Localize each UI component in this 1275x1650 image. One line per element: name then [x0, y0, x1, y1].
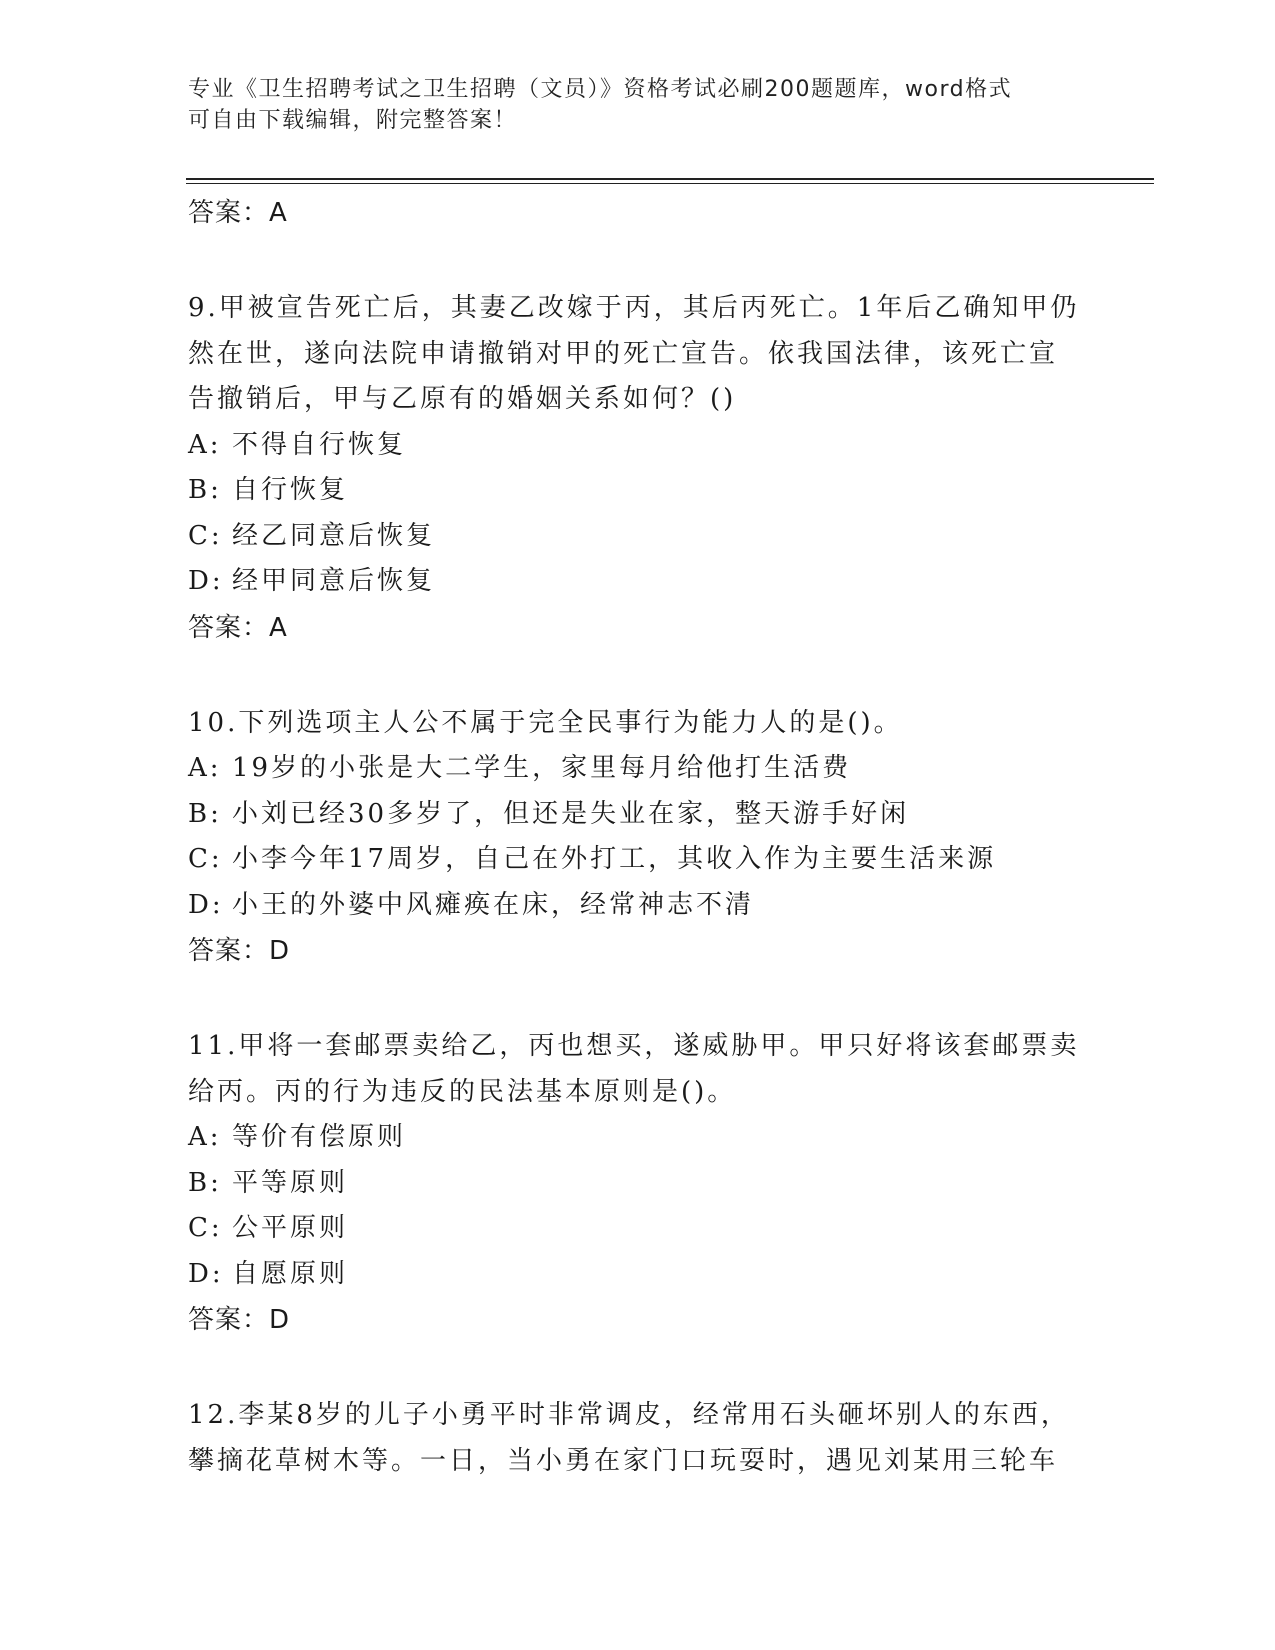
question-12	[188, 1393, 1088, 1484]
option-key: A:	[188, 753, 222, 783]
option-key: A:	[188, 429, 222, 460]
option-a	[188, 746, 1088, 792]
answer-line: 答案：D	[188, 1305, 291, 1335]
header-divider	[186, 178, 1154, 180]
option-key: D:	[188, 889, 224, 920]
header-line-2: 可自由下载编辑，附完整答案！	[188, 108, 518, 133]
answer-line: 答案：A	[188, 198, 288, 228]
option-key: C:	[188, 520, 223, 551]
document-header	[188, 74, 1088, 136]
option-key: C:	[188, 1213, 223, 1243]
header-divider-thin	[186, 183, 1154, 184]
stem-line: 9.甲被宣告死亡后，其妻乙改嫁于丙，其后丙死亡。1年后乙确知甲仍	[188, 293, 1080, 323]
option-key: B:	[188, 798, 222, 829]
option-text: 19岁的小张是大二学生，家里每月给他打生活费	[232, 753, 852, 783]
question-stem	[188, 701, 1088, 747]
option-text: 小刘已经30多岁了，但还是失业在家，整天游手好闲	[232, 798, 910, 829]
stem-line: 12.李某8岁的儿子小勇平时非常调皮，经常用石头砸坏别人的东西，	[188, 1400, 1070, 1430]
stem-line: 然在世，遂向法院申请撤销对甲的死亡宣告。依我国法律，该死亡宣	[188, 338, 1059, 369]
option-key: D:	[188, 1258, 224, 1289]
option-c	[188, 837, 1088, 883]
question-9	[188, 286, 1088, 651]
stem-line: 告撤销后，甲与乙原有的婚姻关系如何？()	[188, 384, 737, 414]
option-text: 平等原则	[232, 1167, 349, 1198]
option-text: 自愿原则	[232, 1258, 349, 1289]
option-a	[188, 423, 1088, 469]
option-key: B:	[188, 475, 222, 505]
answer-line: 答案：D	[188, 936, 291, 966]
question-list	[188, 190, 1088, 1484]
question-stem	[188, 1393, 1088, 1484]
option-text: 等价有偿原则	[232, 1122, 407, 1152]
stem-line: 攀摘花草树木等。一日，当小勇在家门口玩耍时，遇见刘某用三轮车	[188, 1445, 1059, 1476]
stem-line: 11.甲将一套邮票卖给乙，丙也想买，遂威胁甲。甲只好将该套邮票卖	[188, 1031, 1080, 1061]
option-d	[188, 559, 1088, 605]
option-text: 不得自行恢复	[232, 429, 407, 460]
option-c	[188, 1206, 1088, 1252]
question-10	[188, 701, 1088, 975]
option-text: 自行恢复	[232, 475, 349, 505]
option-c	[188, 514, 1088, 560]
option-b	[188, 468, 1088, 514]
stem-line: 给丙。丙的行为违反的民法基本原则是()。	[188, 1076, 737, 1107]
option-d	[188, 883, 1088, 929]
option-a	[188, 1115, 1088, 1161]
stem-line: 10.下列选项主人公不属于完全民事行为能力人的是()。	[188, 707, 903, 738]
option-b	[188, 1161, 1088, 1207]
option-text: 小李今年17周岁，自己在外打工，其收入作为主要生活来源	[232, 844, 997, 874]
answer-line: 答案：A	[188, 612, 288, 643]
option-text: 经乙同意后恢复	[232, 520, 436, 551]
option-b	[188, 792, 1088, 838]
option-key: A:	[188, 1122, 222, 1152]
option-text: 经甲同意后恢复	[232, 566, 436, 596]
option-d	[188, 1252, 1088, 1298]
header-line-1: 专业《卫生招聘考试之卫生招聘（文员）》资格考试必刷200题题库，word格式	[188, 77, 1013, 102]
option-text: 公平原则	[232, 1213, 349, 1243]
option-key: D:	[188, 566, 224, 596]
option-text: 小王的外婆中风瘫痪在床，经常神志不清	[232, 889, 755, 920]
question-stem	[188, 286, 1088, 423]
question-11	[188, 1024, 1088, 1343]
option-key: B:	[188, 1167, 222, 1198]
option-key: C:	[188, 844, 223, 874]
question-stem	[188, 1024, 1088, 1115]
